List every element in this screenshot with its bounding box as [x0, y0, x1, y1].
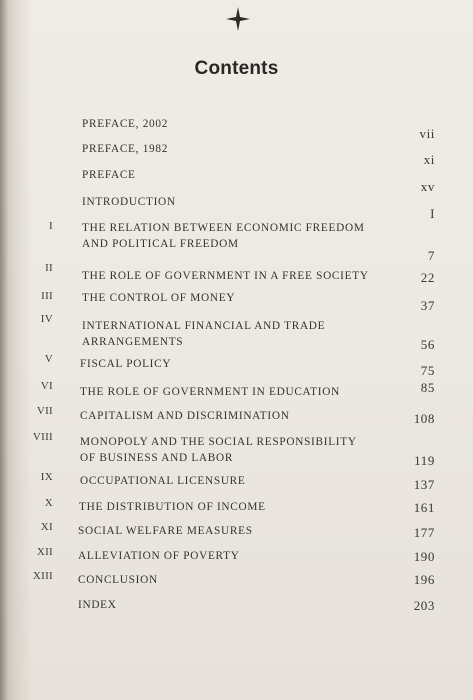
chapter-number: IV [40, 313, 53, 325]
page-number: 75 [420, 363, 435, 378]
four-point-star-icon [226, 7, 250, 31]
chapter-title [82, 116, 168, 132]
chapter-number: V [44, 353, 53, 365]
chapter-number: XIII [32, 570, 53, 582]
chapter-title [78, 523, 253, 539]
chapter-number: III [41, 290, 53, 302]
chapter-number: VII [36, 405, 53, 417]
chapter-title [79, 499, 266, 515]
page-number: xv [420, 179, 435, 194]
chapter-title-line: INTRODUCTION [82, 196, 176, 208]
chapter-title [82, 220, 365, 252]
chapter-title [82, 167, 136, 183]
chapter-number: I [49, 220, 53, 232]
chapter-title-line: PREFACE, 1982 [82, 143, 169, 155]
chapter-number: X [44, 497, 53, 509]
chapter-title [80, 384, 340, 400]
chapter-title [80, 473, 246, 489]
page-number: 56 [420, 337, 435, 352]
chapter-title [82, 268, 369, 284]
chapter-number: XI [40, 521, 53, 533]
chapter-title-line: AND POLITICAL FREEDOM [82, 238, 239, 250]
chapter-title [82, 141, 168, 157]
chapter-title-line: CONCLUSION [78, 574, 158, 586]
chapter-title-line: FISCAL POLICY [80, 358, 172, 370]
chapter-title [80, 434, 357, 466]
chapter-title-line: THE CONTROL OF MONEY [82, 292, 236, 304]
page-number: 37 [420, 298, 435, 313]
chapter-title [80, 356, 171, 372]
page-number: 190 [413, 549, 435, 564]
chapter-title-line: INTERNATIONAL FINANCIAL AND TRADE [82, 320, 326, 332]
chapter-title [78, 572, 158, 588]
page-number: 119 [414, 453, 435, 468]
page-number: I [430, 206, 435, 221]
chapter-title [82, 290, 235, 306]
chapter-title-line: INDEX [78, 599, 117, 611]
page-number: xi [423, 152, 435, 167]
page-number: 137 [413, 477, 435, 492]
page-number: 108 [413, 411, 435, 426]
chapter-title [82, 318, 325, 350]
chapter-title-line: MONOPOLY AND THE SOCIAL RESPONSIBILITY [80, 436, 357, 448]
chapter-number: XII [36, 546, 53, 558]
gutter-shadow [0, 0, 8, 700]
chapter-title-line: OF BUSINESS AND LABOR [80, 452, 234, 464]
chapter-number: VIII [32, 431, 53, 443]
chapter-title-line: THE ROLE OF GOVERNMENT IN A FREE SOCIETY [82, 270, 369, 282]
chapter-number: IX [40, 471, 53, 483]
chapter-title-line: OCCUPATIONAL LICENSURE [80, 475, 246, 487]
chapter-title [78, 548, 240, 564]
chapter-title [78, 597, 117, 613]
chapter-title [82, 194, 176, 210]
chapter-number: VI [40, 380, 53, 392]
page-number: 85 [420, 380, 435, 395]
chapter-title-line: PREFACE, 2002 [82, 118, 169, 130]
chapter-title-line: SOCIAL WELFARE MEASURES [78, 525, 253, 537]
page-number: 177 [413, 525, 435, 540]
chapter-number: II [45, 262, 53, 274]
chapter-title-line: THE RELATION BETWEEN ECONOMIC FREEDOM [82, 222, 365, 234]
chapter-title-line: PREFACE [82, 169, 136, 181]
page-title: Contents [194, 58, 279, 79]
chapter-title-line: THE ROLE OF GOVERNMENT IN EDUCATION [80, 386, 340, 398]
page-number: 7 [427, 248, 435, 263]
page-number: 161 [413, 500, 435, 515]
chapter-title-line: ARRANGEMENTS [82, 336, 184, 348]
chapter-title [80, 408, 290, 424]
page-number: 203 [413, 598, 435, 613]
page-number: vii [419, 126, 435, 141]
chapter-title-line: CAPITALISM AND DISCRIMINATION [80, 410, 290, 422]
page-number: 196 [413, 572, 435, 587]
page-number: 22 [420, 270, 435, 285]
chapter-title-line: THE DISTRIBUTION OF INCOME [79, 501, 266, 513]
chapter-title-line: ALLEVIATION OF POVERTY [78, 550, 240, 562]
